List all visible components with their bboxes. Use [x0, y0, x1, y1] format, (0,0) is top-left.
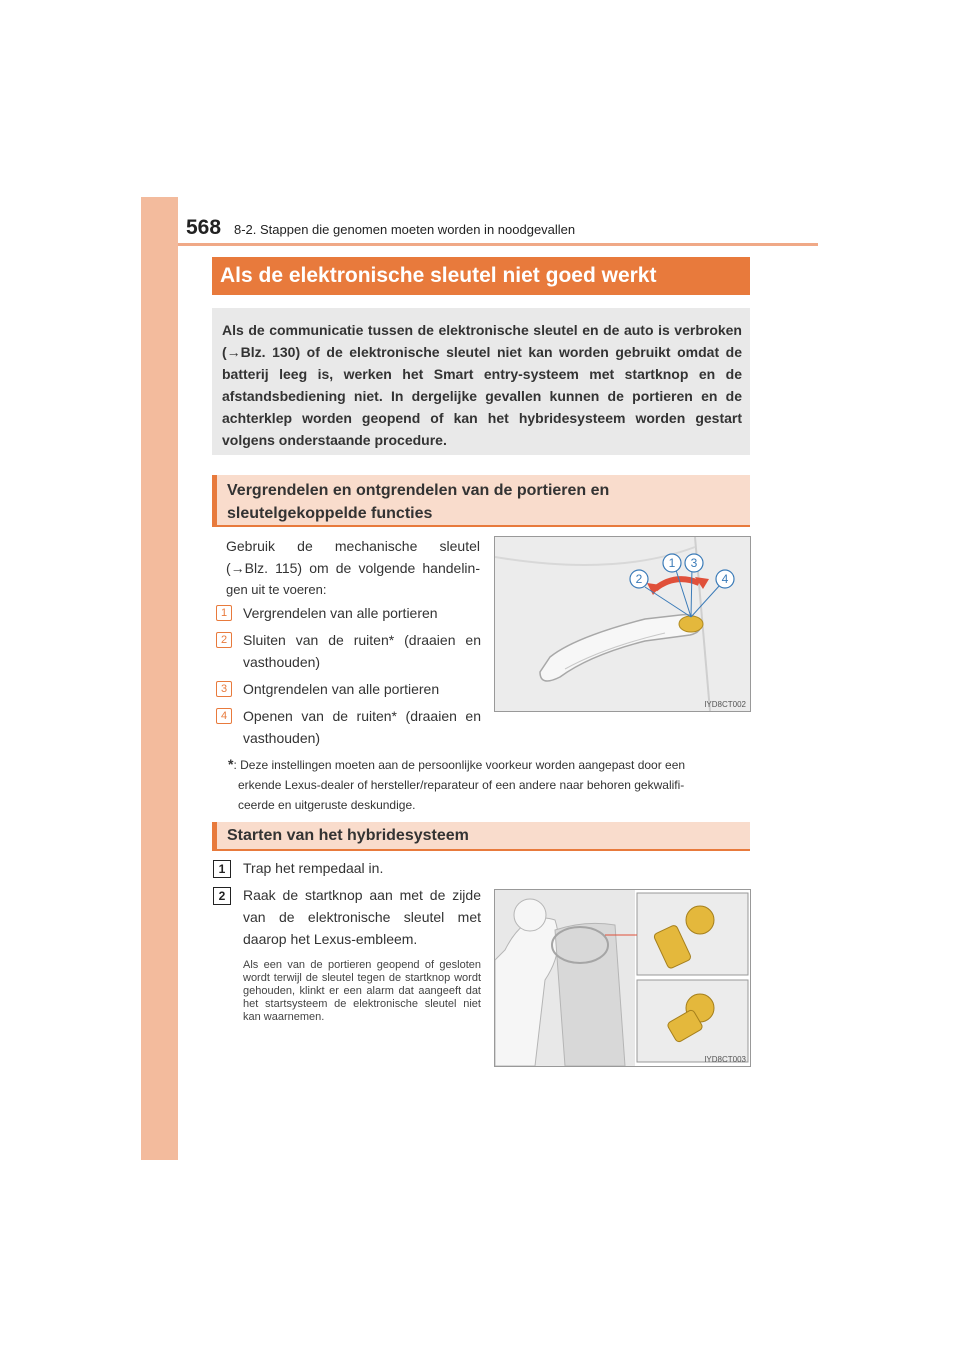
body-line: (→Blz. 115) om de volgende handelin- [226, 560, 480, 576]
section-heading-locking: Vergrendelen en ontgrendelen van de portieren en sleutelgekoppelde functies [212, 475, 750, 527]
step-text: Trap het rempedaal in. [243, 860, 384, 876]
door-handle-illustration [494, 536, 751, 712]
list-item-cont: vasthouden) [243, 654, 321, 670]
door-handle-drawing [495, 537, 750, 711]
footnote-line: erkende Lexus-dealer of hersteller/reparateur of een andere naar behoren gekwalifi- [238, 778, 685, 792]
item-number: 3 [216, 681, 232, 697]
section-heading-starting: Starten van het hybridesysteem [212, 822, 750, 851]
main-title: Als de elektronische sleutel niet goed werkt [212, 257, 750, 295]
figure-label: 1 [668, 556, 676, 570]
figure-code: IYD8CT003 [704, 1055, 746, 1064]
side-strip [141, 197, 178, 1160]
body-line: gen uit te voeren: [226, 582, 327, 597]
list-item: Openen van de ruiten* (draaien en [243, 708, 481, 724]
intro-box: Als de communicatie tussen de elektronische sleutel en de auto is verbroken (→Blz. 130) of de elektronische sleutel niet kan worden gebruikt omdat de batterij leeg is, werken het Smart entry-systeem met startknop en de afstandsbediening niet. In dergelijke gevallen kunnen de portieren en de achterklep worden geopend of kan het hybridesysteem worden gestart volgens onderstaande procedure. [212, 308, 750, 455]
page-number: 568 [186, 216, 222, 239]
step-note: Als een van de portieren geopend of gesloten wordt terwijl de sleutel tegen de startknop wordt gehouden, klinkt er een alarm dat aangeeft dat het startsysteem de elektronische sleutel niet kan waarnemen. [243, 959, 481, 1023]
start-button-drawing [495, 890, 750, 1066]
step-text: van de elektronische sleutel met [243, 909, 481, 925]
list-item: Ontgrendelen van alle portieren [243, 681, 440, 697]
list-item-cont: vasthouden) [243, 730, 321, 746]
item-number: 1 [216, 605, 232, 621]
figure-label: 3 [690, 556, 698, 570]
list-item: Vergrendelen van alle portieren [243, 605, 438, 621]
figure-label: 2 [635, 572, 643, 586]
figure-label: 4 [721, 572, 729, 586]
step-number: 2 [213, 887, 231, 905]
step-number: 1 [213, 860, 231, 878]
item-number: 4 [216, 708, 232, 724]
step-text: Raak de startknop aan met de zijde [243, 887, 481, 903]
figure-code: IYD8CT002 [704, 700, 746, 709]
header-rule [178, 243, 818, 246]
footnote-line: : Deze instellingen moeten aan de persoonlijke voorkeur worden aangepast door een [233, 758, 686, 772]
start-button-illustration [494, 889, 751, 1067]
body-line: Gebruik de mechanische sleutel [226, 538, 480, 554]
item-number: 2 [216, 632, 232, 648]
chapter-title: 8-2. Stappen die genomen moeten worden in noodgevallen [234, 222, 576, 237]
footnote [228, 754, 748, 815]
list-item: Sluiten van de ruiten* (draaien en [243, 632, 481, 648]
footnote-mark: * [228, 756, 234, 772]
footnote-line: ceerde en uitgeruste deskundige. [238, 798, 416, 812]
step-text: daarop het Lexus-embleem. [243, 931, 418, 947]
